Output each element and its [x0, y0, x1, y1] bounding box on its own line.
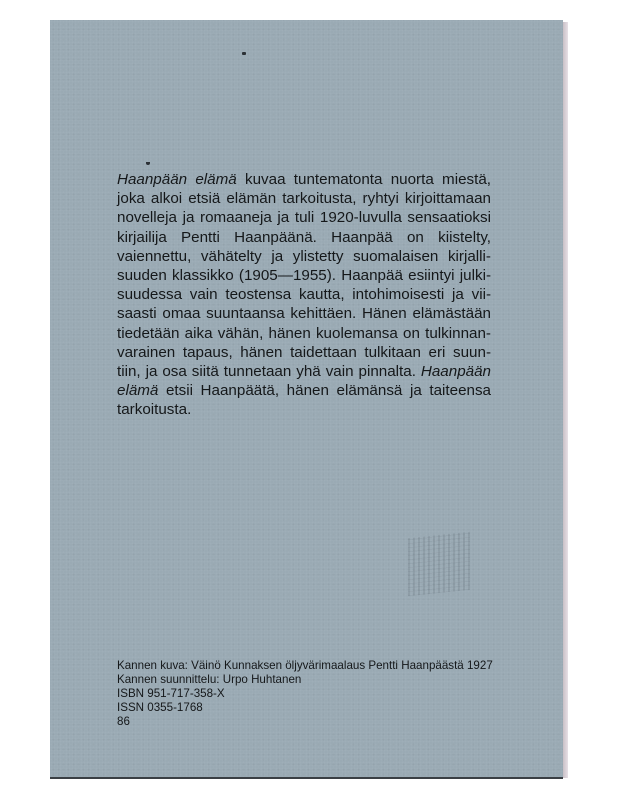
issn: ISSN 0355-1768 [117, 700, 203, 714]
cover-image-credit: Kannen kuva: Väinö Kunnaksen öljyvärimaalaus Pentti Haanpäästä 1927 [117, 659, 493, 672]
isbn: ISBN 951-717-358-X [117, 686, 225, 700]
library-stamp [408, 532, 470, 597]
blurb-line-text: tiin, ja osa siitä tunnetaan yhä vain pinnalta. [117, 362, 421, 380]
blurb-line: tiedetään aika vähän, hänen kuolemansa on tulkinnan- [117, 324, 491, 342]
speck-mark [242, 52, 246, 55]
blurb-line-text: kuvaa tuntematonta nuorta miestä, [236, 171, 491, 188]
blurb-line: joka alkoi etsiä elämän tarkoitusta, ryhtyi kirjoittamaan [117, 190, 491, 208]
blurb-line: suuden klassikko (1905—1955). Haanpää esiintyi julki- [117, 266, 491, 284]
book-title-italic: Haanpään elämä [117, 171, 237, 188]
blurb-line: saasti omaa suuntaansa kehittäen. Hänen elämästään [117, 305, 491, 323]
blurb-line-text: etsii Haanpäätä, hänen elämänsä ja taiteensa [158, 382, 491, 400]
blurb-line: suudessa vain teostensa kautta, intohimoisesti ja vii- [117, 286, 491, 304]
book-title-italic: Haanpään [420, 362, 491, 380]
blurb-line: vaiennettu, vähätelty ja ylistetty suomalaisen kirjalli- [117, 247, 491, 265]
blurb-line: varainen tapaus, hänen taidettaan tulkitaan eri suun- [117, 343, 491, 361]
cover-design-credit: Kannen suunnittelu: Urpo Huhtanen [117, 672, 302, 686]
code-number: 86 [117, 714, 130, 728]
credits-block [117, 659, 493, 729]
blurb-line: kirjailija Pentti Haanpäänä. Haanpää on kiistelty, [117, 228, 491, 246]
blurb-line [117, 381, 491, 400]
blurb-line [117, 170, 491, 189]
blurb-line [117, 362, 491, 381]
blurb-line: tarkoitusta. [117, 401, 192, 419]
blurb-text [117, 170, 491, 419]
book-page-edge [563, 22, 568, 778]
book-title-italic: elämä [117, 382, 159, 400]
blurb-line: novelleja ja romaaneja ja tuli 1920-luvulla sensaatioksi [117, 209, 491, 227]
